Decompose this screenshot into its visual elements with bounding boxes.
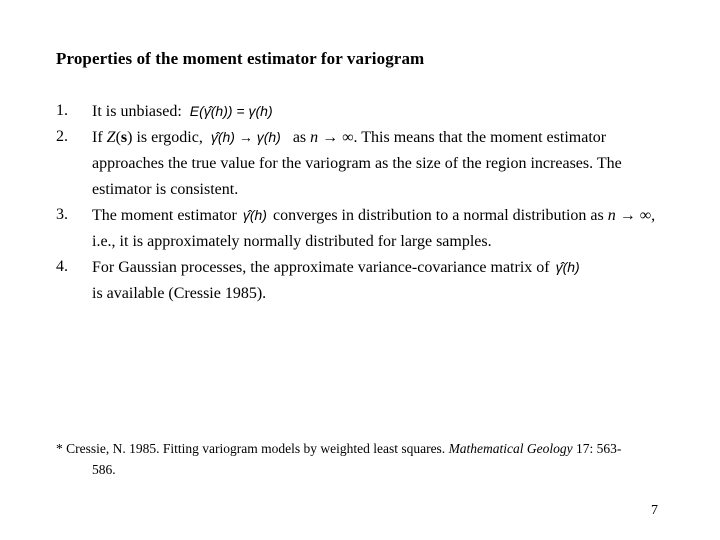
- variable-s: s: [120, 129, 128, 146]
- text-fragment: The moment estimator: [92, 207, 237, 224]
- item-text: [92, 202, 676, 255]
- convergence-equation: γ̂(h) → γ(h): [210, 129, 281, 145]
- footnote-citation: * Cressie, N. 1985. Fitting variogram models by weighted least squares.: [56, 441, 449, 456]
- item-text: [92, 254, 676, 307]
- item-number: 2.: [56, 128, 68, 145]
- item-number: 1.: [56, 102, 68, 119]
- text-fragment: → ∞, i.e., it is approximately normally distributed for large samples.: [92, 207, 656, 250]
- page-number: 7: [651, 503, 658, 518]
- list-item-1: [56, 98, 676, 125]
- list-item-2: [56, 124, 676, 203]
- text-fragment: → ∞. This means that the moment estimator approaches the true value for the variogram as the size of the region increases. The estimator is consistent.: [92, 129, 622, 198]
- footnote-volume: 17: 563-: [572, 441, 622, 456]
- footnote-pages: 586.: [92, 462, 116, 477]
- item-text: If Z(s) is ergodic, γ̂(h) → γ(h) as n → ∞. This means that the moment estimator approaches the true value for the variogram as the size of the region increases. The estimator is consistent.: [92, 129, 622, 198]
- slide-title: Properties of the moment estimator for variogram: [56, 49, 425, 68]
- estimator-symbol: γ̂(h): [555, 259, 580, 275]
- estimator-symbol: γ̂(h): [242, 207, 267, 223]
- list-item-3: [56, 202, 676, 255]
- footnote-journal: Mathematical Geology: [448, 441, 573, 456]
- list-item-4: [56, 254, 676, 307]
- text-fragment: If: [92, 129, 107, 146]
- item-text: It is unbiased:: [92, 103, 182, 120]
- text-fragment: converges in distribution to a normal distribution as: [272, 207, 608, 224]
- text-fragment: is available (Cressie 1985).: [92, 285, 267, 302]
- text-fragment: For Gaussian processes, the approximate variance-covariance matrix of: [92, 259, 550, 276]
- variable-z: Z: [106, 129, 116, 146]
- item-number: 3.: [56, 206, 68, 223]
- item-number: 4.: [56, 258, 68, 275]
- footnote: [56, 438, 656, 480]
- text-fragment: is ergodic,: [132, 129, 203, 146]
- variable-n: n: [310, 129, 319, 146]
- text-fragment: as: [292, 129, 311, 146]
- unbiased-equation: E(γ̂(h)) = γ(h): [189, 103, 273, 119]
- variable-n: n: [607, 207, 616, 224]
